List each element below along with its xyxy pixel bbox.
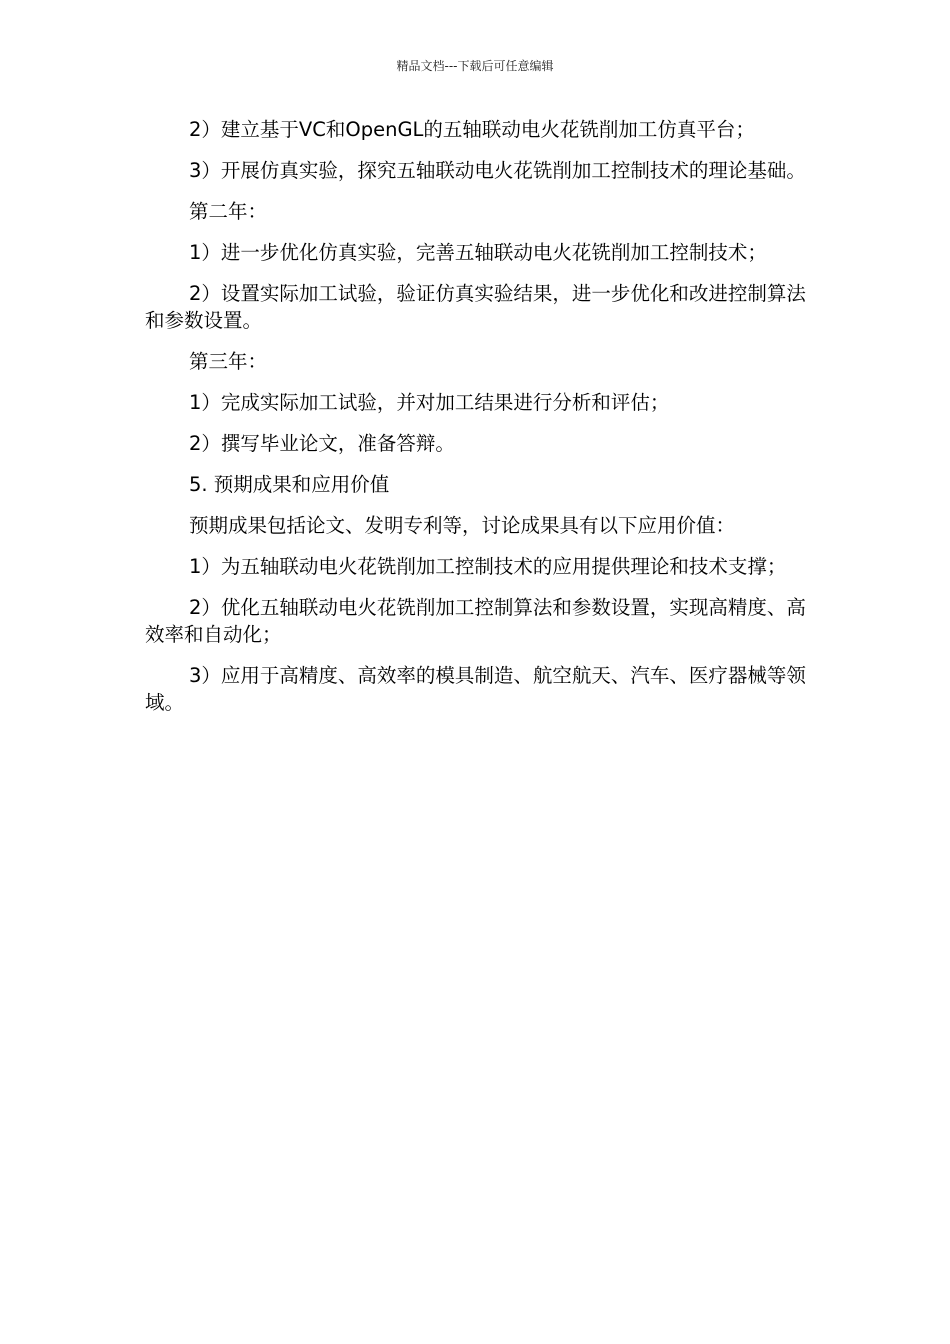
document-body xyxy=(145,116,821,730)
paragraph: 预期成果包括论文、发明专利等，讨论成果具有以下应用价值： xyxy=(189,514,736,537)
list-item: 1）进一步优化仿真实验，完善五轴联动电火花铣削加工控制技术； xyxy=(189,241,767,264)
list-item: 2）建立基于VC和OpenGL的五轴联动电火花铣削加工仿真平台； xyxy=(189,118,755,141)
page-header: 精品文档---下载后可任意编辑 xyxy=(396,59,554,73)
section-heading: 第二年： xyxy=(189,200,268,223)
list-item: 1）为五轴联动电火花铣削加工控制技术的应用提供理论和技术支撑； xyxy=(189,555,787,578)
section-heading: 第三年： xyxy=(189,350,268,373)
list-item: 2）撰写毕业论文，准备答辩。 xyxy=(189,432,455,455)
list-item: 3）开展仿真实验，探究五轴联动电火花铣削加工控制技术的理论基础。 xyxy=(189,159,806,182)
list-item: 2）优化五轴联动电火花铣削加工控制算法和参数设置，实现高精度、高效率和自动化； xyxy=(145,596,806,646)
list-item: 2）设置实际加工试验，验证仿真实验结果，进一步优化和改进控制算法和参数设置。 xyxy=(145,282,806,332)
list-item: 3）应用于高精度、高效率的模具制造、航空航天、汽车、医疗器械等领域。 xyxy=(145,664,806,714)
list-item: 1）完成实际加工试验，并对加工结果进行分析和评估； xyxy=(189,391,670,414)
section-heading: 5. 预期成果和应用价值 xyxy=(189,473,390,496)
